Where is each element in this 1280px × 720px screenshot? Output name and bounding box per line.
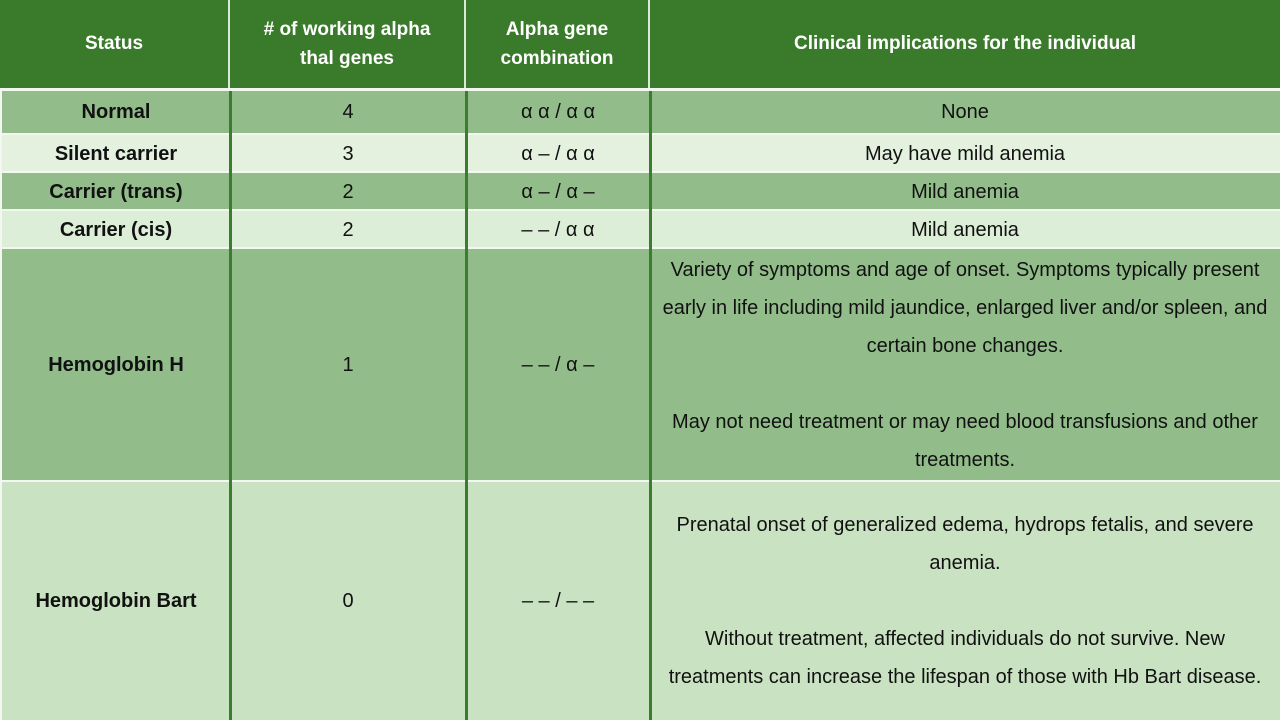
gene-combination-cell: α – / α α [521, 143, 595, 165]
status-cell: Hemoglobin Bart [35, 590, 197, 612]
table-row-silent-carrier [2, 135, 1280, 173]
implication-paragraph: None [941, 101, 989, 123]
table-row-hemoglobin-h [2, 249, 1280, 482]
implication-paragraph: Prenatal onset of generalized edema, hydrops fetalis, and severe anemia. [676, 514, 1254, 574]
genes-count-cell: 1 [342, 353, 354, 376]
genes-count-cell: 0 [342, 590, 354, 612]
clinical-implications-cell [650, 482, 1280, 720]
clinical-implications-cell [650, 173, 1280, 211]
gene-combination-cell: α – / α – [521, 181, 595, 203]
table-row-carrier-cis [2, 211, 1280, 249]
implication-paragraph: May have mild anemia [864, 143, 1066, 165]
implication-paragraph: Without treatment, affected individuals do not survive. New treatments can increase the lifespan of those with Hb Bart disease. [668, 628, 1262, 688]
clinical-implications-cell [650, 211, 1280, 249]
table-row-hemoglobin-bart [2, 482, 1280, 720]
implication-paragraph: Mild anemia [911, 181, 1019, 203]
table-header-row [0, 0, 1280, 91]
implication-paragraph: Mild anemia [911, 219, 1019, 241]
genes-count-cell: 2 [342, 181, 354, 203]
column-divider [465, 91, 468, 720]
status-cell: Carrier (cis) [59, 219, 173, 241]
column-header-clinical-implications: Clinical implications for the individual [793, 33, 1137, 55]
genes-count-cell: 2 [342, 219, 354, 241]
status-cell: Hemoglobin H [48, 353, 184, 376]
implication-paragraph: Variety of symptoms and age of onset. Symptoms typically present early in life including mild jaundice, enlarged liver and/or spleen, and certain bone changes. [662, 258, 1268, 357]
genes-count-cell: 3 [342, 143, 354, 165]
status-cell: Normal [81, 101, 151, 123]
genes-count-cell: 4 [342, 101, 354, 123]
gene-combination-cell: – – / α – [521, 353, 595, 376]
status-cell: Carrier (trans) [49, 181, 183, 203]
table-row-carrier-trans [2, 173, 1280, 211]
column-divider [229, 91, 232, 720]
implication-paragraph: May not need treatment or may need blood transfusions and other treatments. [672, 410, 1258, 471]
gene-combination-cell: – – / α α [521, 219, 595, 241]
clinical-implications-cell [650, 91, 1280, 133]
gene-combination-cell: – – / – – [521, 590, 595, 612]
gene-combination-cell: α α / α α [520, 101, 596, 123]
column-header-status: Status [0, 0, 230, 88]
clinical-implications-cell [650, 135, 1280, 173]
clinical-implications-cell [650, 249, 1280, 480]
status-cell: Silent carrier [54, 143, 178, 165]
column-header-working-genes: # of working alpha thal genes [230, 0, 466, 88]
column-header-gene-combination: Alpha gene combination [466, 0, 650, 88]
table-body [0, 91, 1280, 720]
column-divider [649, 91, 652, 720]
table-row-normal [2, 91, 1280, 135]
